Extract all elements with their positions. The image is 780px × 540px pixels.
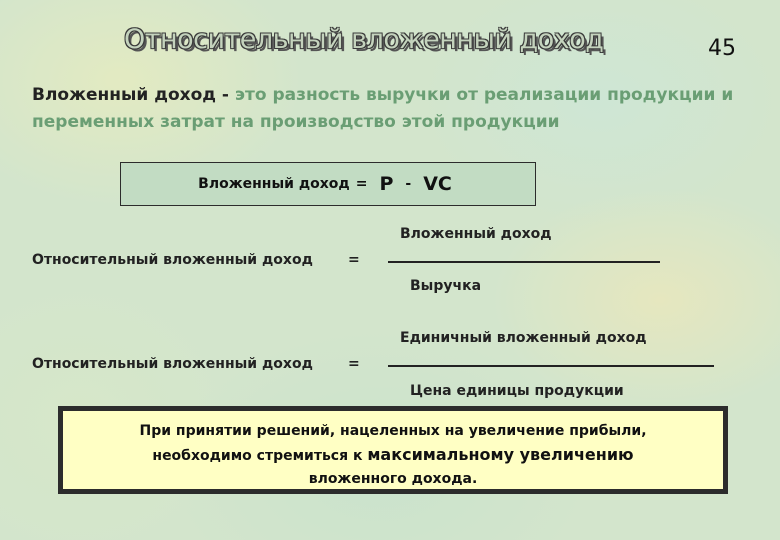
ratio1-numerator: Вложенный доход xyxy=(400,226,552,242)
ratio2-fraction-line xyxy=(388,365,714,367)
formula-vc: VC xyxy=(423,173,452,195)
ratio1-denominator: Выручка xyxy=(410,278,482,294)
note-box xyxy=(58,406,728,494)
definition-description: это разность выручки от реализации продукции и переменных затрат на производство этой продукции xyxy=(32,85,734,132)
ratio1-equals: = xyxy=(348,252,360,268)
note-line2-start: необходимо стремиться к xyxy=(152,448,368,464)
ratio1-fraction-line xyxy=(388,261,660,263)
ratio2-label: Относительный вложенный доход xyxy=(32,356,313,372)
ratio1-label: Относительный вложенный доход xyxy=(32,252,313,268)
formula-p: P xyxy=(379,173,394,195)
note-line2 xyxy=(63,443,723,468)
ratio2-numerator: Единичный вложенный доход xyxy=(400,330,647,346)
ratio2-denominator: Цена единицы продукции xyxy=(410,383,624,399)
note-line3: вложенного дохода. xyxy=(308,471,478,487)
formula-box xyxy=(120,162,536,206)
page-number: 45 xyxy=(708,36,736,61)
slide-title: Относительный вложенный доход xyxy=(124,24,604,55)
definition-term: Вложенный доход xyxy=(32,85,217,105)
definition-paragraph xyxy=(32,82,752,136)
formula-equals: = xyxy=(355,176,368,192)
note-emphasis: максимальному увеличению xyxy=(367,445,634,464)
ratio2-equals: = xyxy=(348,356,360,372)
formula-minus: - xyxy=(405,176,412,192)
formula-left: Вложенный доход xyxy=(198,176,350,192)
note-line1: При принятии решений, нацеленных на увеличение прибыли, xyxy=(139,423,647,439)
definition-dash: - xyxy=(216,85,235,105)
